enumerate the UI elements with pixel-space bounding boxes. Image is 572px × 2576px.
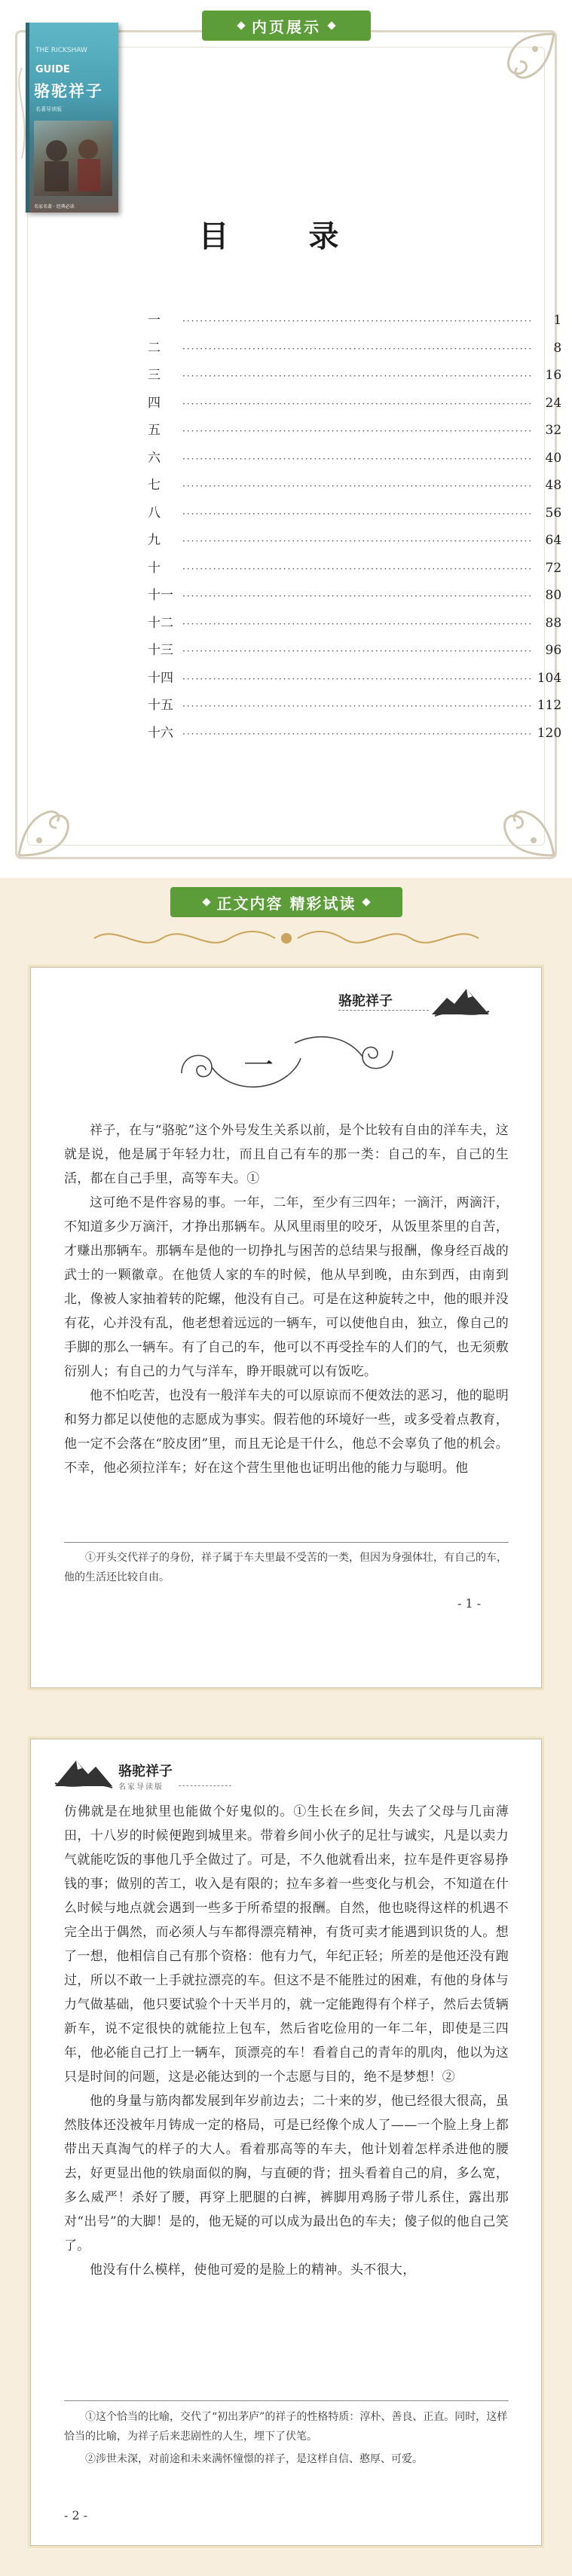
toc-leader-dots: ················································································ bbox=[182, 371, 534, 381]
toc-entry[interactable] bbox=[148, 694, 562, 722]
toc-leader-dots: ················································································ bbox=[182, 398, 534, 409]
page-header-title: 骆驼祥子 bbox=[118, 1764, 173, 1779]
toc-entry-label: 十一 bbox=[148, 588, 173, 603]
toc-entry-page: 96 bbox=[545, 643, 562, 658]
scroll-ornament-icon bbox=[87, 923, 486, 953]
cover-en-title: GUIDE bbox=[35, 64, 70, 75]
toc-list bbox=[148, 309, 562, 749]
toc-leader-dots: ················································································ bbox=[182, 646, 534, 656]
paragraph: 祥子，在与“骆驼”这个外号发生关系以前，是个比较有自由的洋车夫，这就是说，他是属于年轻力壮，而且自己有车的那一类：自己的车，自己的生活，都在自己手里，高等车夫。① bbox=[64, 1123, 509, 1186]
cover-subtitle: 名著导读版 bbox=[35, 106, 62, 112]
toc-entry-page: 64 bbox=[545, 533, 562, 548]
toc-entry[interactable] bbox=[148, 529, 562, 557]
toc-entry-label: 十四 bbox=[148, 670, 173, 686]
header-rule bbox=[338, 1010, 429, 1011]
page-number: - 2 - bbox=[64, 2508, 88, 2522]
toc-entry-label: 十二 bbox=[148, 615, 173, 631]
toc-entry-page: 48 bbox=[545, 478, 562, 493]
paragraph: 仿佛就是在地狱里也能做个好鬼似的。①生长在乡间，失去了父母与几亩薄田，十八岁的时候便跑到城里来。带着乡间小伙子的足壮与诚实，凡是以卖力气就能吃饭的事他几乎全做过了。可是，不久他就看出来，拉车是件更容易挣钱的事；做别的苦工，收入是有限的；拉车多着一些变化与机会，不知道在什么时候与地点就会遇到一些多于所希望的报酬。自然，他也晓得这样的机遇不完全出于偶然，而必须人与车都得漂亮精神，有货可卖才能遇到识货的人。想了一想，他相信自己有那个资格：他有力气，年纪正轻；所差的是他还没有跑过，所以不敢一上手就拉漂亮的车。但这不是不能胜过的困难，有他的身体与力气做基础，他只要试验个十天半月的，就一定能跑得有个样子，然后去赁辆新车，说不定很快的就能拉上包车，然后省吃俭用的一年二年，即使是三四年，他必能自己打上一辆车，顶漂亮的车！看着自己的青年的肌肉，他以为这只是时间的问题，这是必能达到的一个志愿与目的，绝不是梦想！② bbox=[64, 1804, 509, 2085]
page-header-subtitle: 名家导读版 bbox=[118, 1783, 164, 1791]
toc-leader-dots: ················································································ bbox=[182, 591, 534, 601]
toc-entry-page: 120 bbox=[537, 725, 562, 741]
toc-entry-label: 十五 bbox=[148, 698, 173, 713]
book-page-2 bbox=[30, 1739, 542, 2546]
toc-entry-label: 十六 bbox=[148, 725, 173, 741]
toc-entry-page: 72 bbox=[545, 560, 562, 576]
chapter-number: 一 bbox=[243, 1048, 274, 1083]
toc-leader-dots: ················································································ bbox=[182, 563, 534, 574]
diamond-icon bbox=[362, 898, 371, 906]
toc-leader-dots: ················································································ bbox=[182, 728, 534, 739]
toc-entry[interactable] bbox=[148, 722, 562, 750]
toc-entry-label: 十 bbox=[148, 560, 161, 576]
page2-body bbox=[64, 1800, 509, 2282]
diamond-icon bbox=[202, 898, 210, 906]
book-page-1 bbox=[30, 967, 542, 1688]
toc-leader-dots: ················································································ bbox=[182, 481, 534, 491]
toc-entry-page: 80 bbox=[545, 588, 562, 603]
bottom-left-ornament-icon bbox=[15, 784, 98, 859]
page2-footnotes bbox=[64, 2407, 509, 2469]
toc-entry[interactable] bbox=[148, 337, 562, 365]
toc-leader-dots: ················································································ bbox=[182, 701, 534, 711]
toc-entry-label: 八 bbox=[148, 505, 161, 521]
paragraph: 这可绝不是件容易的事。一年，二年，至少有三四年；一滴汗，两滴汗，不知道多少万滴汗，才挣出那辆车。从风里雨里的咬牙，从饭里茶里的自苦，才赚出那辆车。那辆车是他的一切挣扎与困苦的总结果与报酬，像身经百战的武士的一颗徽章。在他赁人家的车的时候，他从早到晚，由东到西，由南到北，像被人家抽着转的陀螺，他没有自己。可是在这种旋转之中，他的眼并没有花，心并没有乱，他老想着远远的一辆车，可以使他自由，独立，像自己的手脚的那么一辆车。有了自己的车，他可以不再受拴车的人们的气，也无须敷衍别人；有自己的力气与洋车，睁开眼就可以有饭吃。 bbox=[64, 1195, 509, 1379]
toc-entry-page: 40 bbox=[545, 450, 562, 466]
toc-entry-page: 56 bbox=[545, 505, 562, 521]
toc-entry[interactable] bbox=[148, 612, 562, 640]
toc-leader-dots: ················································································ bbox=[182, 426, 534, 436]
toc-entry-page: 32 bbox=[545, 423, 562, 438]
toc-leader-dots: ················································································ bbox=[182, 316, 534, 326]
toc-entry[interactable] bbox=[148, 364, 562, 392]
diamond-icon bbox=[237, 21, 245, 29]
inner-page-badge bbox=[202, 11, 371, 41]
toc-leader-dots: ················································································ bbox=[182, 618, 534, 629]
top-right-ornament-icon bbox=[482, 30, 558, 98]
toc-entry-label: 一 bbox=[148, 313, 161, 328]
reading-band bbox=[0, 878, 572, 925]
footnote-text: ②涉世未深，对前途和未来满怀憧憬的祥子，是这样自信、憨厚、可爱。 bbox=[85, 2453, 423, 2465]
paragraph: 他没有什么模样，使他可爱的是脸上的精神。头不很大， bbox=[90, 2262, 416, 2278]
toc-entry-label: 三 bbox=[148, 368, 161, 383]
paragraph: 他的身量与筋肉都发展到年岁前边去；二十来的岁，他已经很大很高，虽然肢体还没被年月铸成一定的格局，可是已经像个成人了——一个脸上身上都带出天真淘气的样子的大人。看着那高等的车夫，他计划着怎样杀进他的腰去，好更显出他的铁扇面似的胸，与直硬的背；扭头看着自己的肩，多么宽，多么威严！杀好了腰，再穿上肥腿的白裤，裤脚用鸡肠子带儿系住，露出那对“出号”的大脚！是的，他无疑的可以成为最出色的车夫；傻子似的他自己笑了。 bbox=[64, 2094, 509, 2253]
reading-section bbox=[0, 878, 572, 2576]
toc-entry-label: 四 bbox=[148, 395, 161, 411]
toc-title: 目 录 bbox=[198, 219, 374, 254]
bottom-right-ornament-icon bbox=[475, 784, 558, 859]
badge-label: 内页展示 bbox=[252, 17, 321, 36]
toc-entry-label: 十三 bbox=[148, 643, 173, 658]
toc-entry[interactable] bbox=[148, 639, 562, 667]
toc-entry-label: 七 bbox=[148, 478, 161, 493]
page1-body bbox=[64, 1118, 509, 1480]
reading-badge bbox=[170, 887, 402, 917]
footnote-rule bbox=[64, 1542, 509, 1543]
toc-leader-dots: ················································································ bbox=[182, 453, 534, 464]
footnote-text: ①开头交代祥子的身份，祥子属于车夫里最不受苦的一类，但因为身强体壮，有自己的车，他的生活还比较自由。 bbox=[64, 1552, 507, 1583]
toc-entry[interactable] bbox=[148, 474, 562, 502]
mountain-logo-icon bbox=[54, 1753, 114, 1791]
toc-entry-label: 五 bbox=[148, 423, 161, 438]
chapter-swirl-icon bbox=[167, 1020, 408, 1103]
cover-title: 骆驼祥子 bbox=[34, 81, 103, 100]
toc-entry-page: 8 bbox=[553, 340, 562, 356]
toc-entry[interactable] bbox=[148, 309, 562, 337]
mountain-logo-icon bbox=[430, 981, 491, 1019]
footnote-rule bbox=[64, 2400, 509, 2401]
toc-entry-page: 112 bbox=[537, 698, 562, 713]
toc-entry-label: 六 bbox=[148, 450, 161, 466]
toc-entry-page: 16 bbox=[545, 368, 562, 383]
toc-entry[interactable] bbox=[148, 584, 562, 612]
toc-leader-dots: ················································································ bbox=[182, 343, 534, 354]
toc-entry-label: 二 bbox=[148, 340, 161, 356]
toc-entry[interactable] bbox=[148, 502, 562, 530]
header-rule bbox=[179, 1785, 231, 1786]
book-cover bbox=[26, 23, 118, 213]
footnote-text: ①这个恰当的比喻，交代了“初出茅庐”的祥子的性格特质：淳朴、善良、正直。同时，这样恰当的比喻，为祥子后来悲剧性的人生，埋下了伏笔。 bbox=[64, 2411, 508, 2443]
toc-section bbox=[0, 0, 572, 878]
toc-entry-page: 104 bbox=[537, 670, 562, 686]
toc-entry-page: 88 bbox=[545, 615, 562, 631]
toc-entry-page: 1 bbox=[553, 313, 562, 328]
toc-leader-dots: ················································································ bbox=[182, 508, 534, 519]
reading-badge-label: 正文内容 精彩试读 bbox=[216, 894, 356, 913]
toc-leader-dots: ················································································ bbox=[182, 536, 534, 546]
toc-entry[interactable] bbox=[148, 447, 562, 475]
toc-entry[interactable] bbox=[148, 557, 562, 585]
toc-entry-page: 24 bbox=[545, 395, 562, 411]
page-header-title: 骆驼祥子 bbox=[338, 993, 393, 1009]
toc-leader-dots: ················································································ bbox=[182, 673, 534, 684]
paragraph: 他不怕吃苦，也没有一般洋车夫的可以原谅而不便效法的恶习，他的聪明和努力都足以使他的志愿成为事实。假若他的环境好一些，或多受着点教育，他一定不会落在“胶皮团”里，而且无论是干什么，他总不会辜负了他的机会。不幸，他必须拉洋车；好在这个营生里他也证明出他的能力与聪明。他 bbox=[64, 1388, 509, 1476]
cover-bottom-text: 名家名著 · 经典必读 bbox=[34, 204, 75, 210]
diamond-icon bbox=[327, 21, 335, 29]
page-number: - 1 - bbox=[457, 1596, 482, 1611]
toc-entry[interactable] bbox=[148, 392, 562, 420]
cover-illustration bbox=[34, 121, 112, 196]
page1-footnote bbox=[64, 1548, 509, 1587]
cover-en-top: THE RICKSHAW bbox=[35, 47, 87, 54]
toc-entry[interactable] bbox=[148, 419, 562, 447]
toc-entry-label: 九 bbox=[148, 533, 161, 548]
toc-entry[interactable] bbox=[148, 667, 562, 695]
